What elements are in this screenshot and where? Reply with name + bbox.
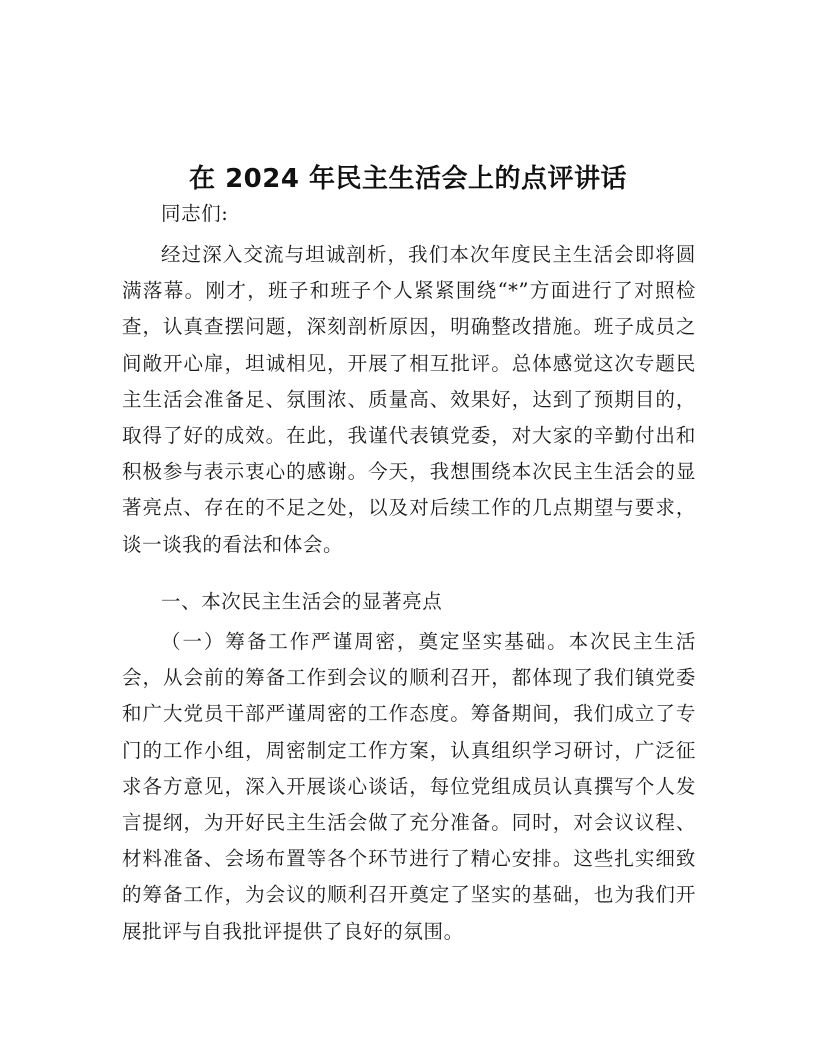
greeting: 同志们: bbox=[161, 202, 229, 225]
document-title: 在 2024 年民主生活会上的点评讲话 bbox=[189, 164, 627, 195]
section-heading: 一、本次民主生活会的显著亮点 bbox=[161, 590, 443, 613]
paragraph-intro: 经过深入交流与坦诚剖析，我们本次年度民主生活会即将圆满落幕。刚才，班子和班子个人紧紧围绕“*”方面进行了对照检查，认真查摆问题，深刻剖析原因，明确整改措施。班子成员之间敞开心扉，坦诚相见，开展了相互批评。总体感觉这次专题民主生活会准备足、氛围浓、质量高、效果好，达到了预期目的，取得了好的成效。在此，我谨代表镇党委，对大家的辛勤付出和积极参与表示衷心的感谢。今天，我想围绕本次民主生活会的显著亮点、存在的不足之处，以及对后续工作的几点期望与要求，谈一谈我的看法和体会。 bbox=[122, 243, 696, 556]
paragraph-preparation: （一）筹备工作严谨周密，奠定坚实基础。本次民主生活会，从会前的筹备工作到会议的顺利召开，都体现了我们镇党委和广大党员干部严谨周密的工作态度。筹备期间，我们成立了专门的工作小组，周密制定工作方案，认真组织学习研讨，广泛征求各方意见，深入开展谈心谈话，每位党组成员认真撰写个人发言提纲，为开好民主生活会做了充分准备。同时，对会议议程、材料准备、会场布置等各个环节进行了精心安排。这些扎实细致的筹备工作，为会议的顺利召开奠定了坚实的基础，也为我们开展批评与自我批评提供了良好的氛围。 bbox=[122, 630, 696, 943]
